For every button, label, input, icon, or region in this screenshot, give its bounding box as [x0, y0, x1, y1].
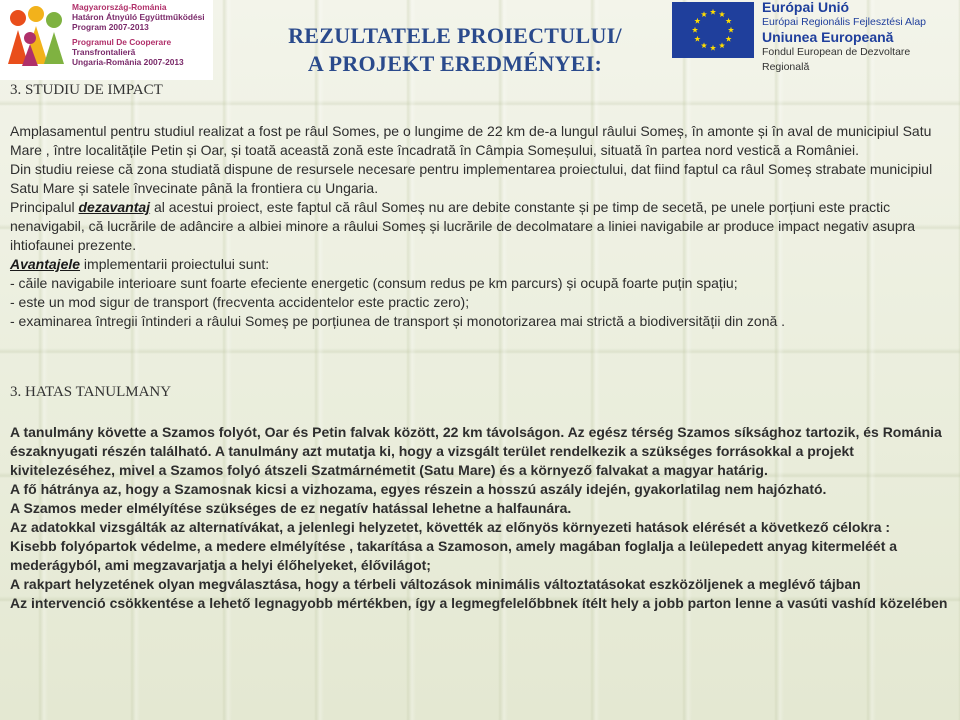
section-label-ro: 3. STUDIU DE IMPACT — [10, 82, 163, 98]
hu-paragraph-7: Az intervenció csökkentése a lehető legnagyobb mértékben, így a legmegfelelőbbnek ítélt hely a jobb parton lenne a vasúti vashíd közelében — [10, 595, 948, 611]
people-logo-icon — [4, 4, 68, 68]
ro-paragraph-3 — [10, 198, 950, 255]
ro-p4-rest: implementarii proiectului sunt: — [80, 256, 270, 272]
eu-title-hu: Európai Unió — [762, 0, 850, 15]
hu-paragraph-3: A Szamos meder elmélyítése szükséges de ez negatív hatással lehetne a halfaunára. — [10, 500, 572, 516]
title-line-ro: REZULTATELE PROIECTULUI/ — [288, 23, 622, 48]
hu-paragraph-4: Az adatokkal vizsgálták az alternatívákat, a jelenlegi helyzetet, követték az előnyös környezeti hatások elérését a következő célokra : — [10, 519, 891, 535]
program-line-6: Ungaria-România 2007-2013 — [72, 57, 184, 67]
hu-paragraph-5: Kisebb folyópartok védelme, a medere elmélyítése , takarítása a Szamoson, amely magában foglalja a leülepedett anyag kitermeléét a mederágyból, ami megzavarjatja a helyi élőhelyeket, élővilágot; — [10, 538, 898, 573]
title-line-hu: A PROJEKT EREDMÉNYEI: — [307, 51, 603, 76]
ro-body — [10, 122, 950, 331]
ro-bullet-3: - examinarea întregii întinderi a râului Someș pe porțiunea de transport și monotorizarea mai strictă a biodiversității din zonă . — [10, 313, 786, 329]
program-logo — [0, 0, 213, 80]
program-line-2: Határon Átnyúló Együttműködési — [72, 12, 205, 22]
disadvantage-highlight: dezavantaj — [78, 199, 151, 215]
advantages-highlight: Avantajele — [10, 256, 81, 272]
page-title — [255, 22, 655, 78]
program-line-5: Transfrontalieră — [72, 47, 136, 57]
ro-bullet-1: - căile navigabile interioare sunt foarte efeciente energetic (consum redus pe km parcurs) și ocupă foarte puțin spațiu; — [10, 275, 738, 291]
hu-body — [10, 423, 950, 613]
eu-flag-icon — [672, 2, 754, 58]
hu-paragraph-6: A rakpart helyzetének olyan megválasztása, hogy a térbeli változások minimális változtatásokat eszközöljenek a meglévő tájban — [10, 576, 861, 592]
hu-paragraph-1: A tanulmány követte a Szamos folyót, Oar és Petin falvak között, 22 km távolságon. Az egész térség Szamos síksághoz tartozik, és Románia északnyugati részén található. A tanulmány azt mutatja ki, hogy a vizsgált terület rendelkezik a szükséges forrásokkal a projekt kivitelezéséhez, mivel a Szamos folyó átszeli Szatmárnémetit (Satu Mare) és a környező falvakat a magyar határig. — [10, 424, 942, 478]
ro-bullet-2: - este un mod sigur de transport (frecventa accidentelor este practic zero); — [10, 294, 470, 310]
ro-paragraph-4 — [10, 255, 950, 274]
ro-p3-rest: al acestui proiect, este faptul că râul Someș nu are debite constante și pe timp de secetă, pe unele porțiuni este practic nenavigabil, că lucrările de adâncire a albiei minore a râului Someș și lucrările de decolmatare a liniei navigabile ar produce impact negativ asupra ihtiofaunei prezente. — [10, 199, 916, 253]
program-name — [72, 2, 212, 67]
eu-title-ro: Uniunea Europeană — [762, 29, 894, 45]
eu-label — [762, 0, 960, 75]
program-line-3: Program 2007-2013 — [72, 22, 149, 32]
eu-fund-hu: Európai Regionális Fejlesztési Alap — [762, 16, 927, 28]
program-line-1: Magyarország-Románia — [72, 2, 167, 12]
hu-paragraph-2: A fő hátránya az, hogy a Szamosnak kicsi a vizhozama, egyes részein a hosszú aszály idején, gyakorlatilag nem hajózható. — [10, 481, 827, 497]
ro-paragraph-1: Amplasamentul pentru studiul realizat a fost pe râul Somes, pe o lungime de 22 km de-a lungul râului Someș, în amonte și în aval de municipiul Satu Mare , între localitățile Petin și Oar, și toată această zonă este încadrată în Câmpia Someșului, situată în partea nord vestică a României. — [10, 123, 932, 158]
eu-fund-ro: Fondul European de Dezvoltare Regională — [762, 46, 911, 73]
ro-paragraph-2: Din studiu reiese că zona studiată dispune de resursele necesare pentru implementarea proiectului, dat fiind faptul ca râul Someș strabate municipiul Satu Mare și satele învecinate până la frontiera cu Ungaria. — [10, 161, 933, 196]
section-label-hu: 3. HATAS TANULMANY — [10, 384, 172, 400]
program-line-4: Programul De Cooperare — [72, 37, 172, 47]
ro-p3-lead: Principalul — [10, 199, 79, 215]
